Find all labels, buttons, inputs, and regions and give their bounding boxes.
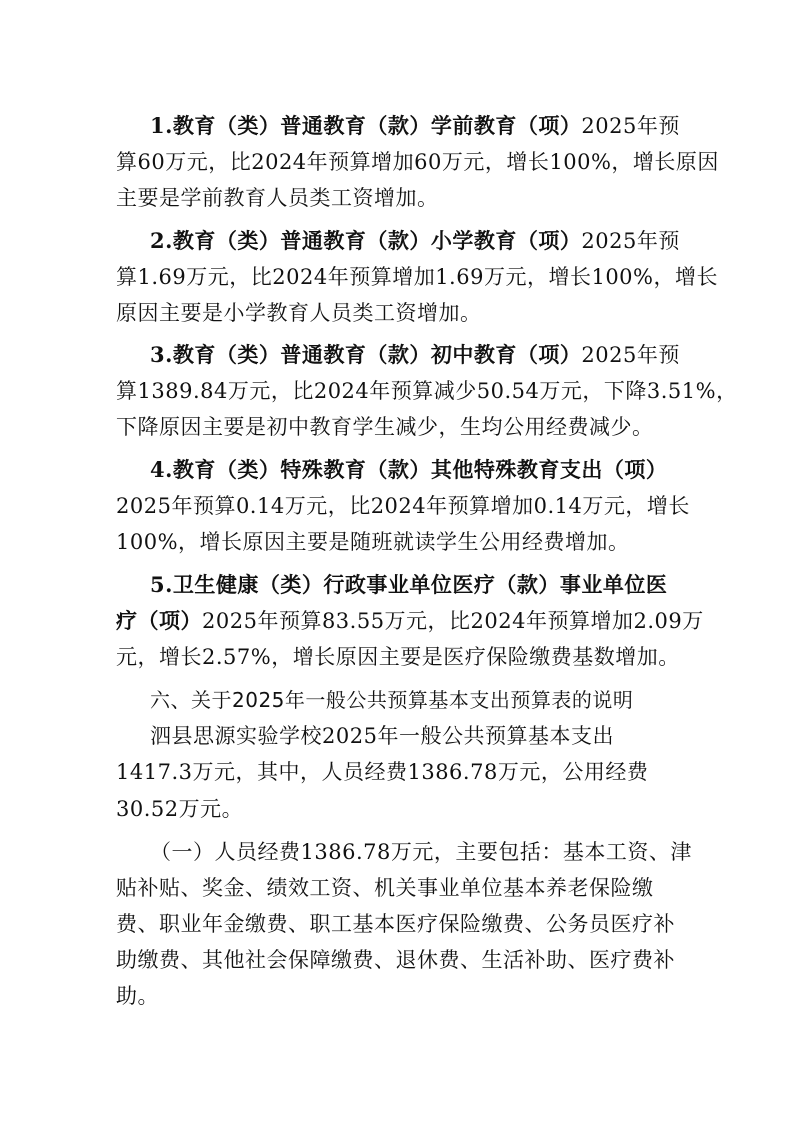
item-3-line-1-text: 2025年预 bbox=[581, 343, 680, 367]
summary-line-3: 30.52万元。 bbox=[116, 797, 244, 821]
personnel-line-4: 助缴费、其他社会保障缴费、退休费、生活补助、医疗费补 bbox=[116, 948, 675, 972]
item-2-line-2: 算1.69万元，比2024年预算增加1.69万元，增长100%，增长 bbox=[116, 265, 718, 289]
item-1-line-3: 主要是学前教育人员类工资增加。 bbox=[116, 186, 439, 210]
personnel-line-5: 助。 bbox=[116, 984, 159, 1008]
item-3-line-1 bbox=[150, 342, 680, 368]
item-1-line-1-text: 2025年预 bbox=[581, 114, 680, 138]
item-2-heading: 2.教育（类）普通教育（款）小学教育（项） bbox=[150, 228, 582, 253]
item-5-line-2-text: 2025年预算83.55万元，比2024年预算增加2.09万 bbox=[202, 609, 704, 633]
item-4-line-3: 100%，增长原因主要是随班就读学生公用经费增加。 bbox=[116, 530, 630, 554]
item-2-line-1 bbox=[150, 228, 680, 254]
item-3-heading: 3.教育（类）普通教育（款）初中教育（项） bbox=[150, 342, 582, 367]
item-3-line-3: 下降原因主要是初中教育学生减少，生均公用经费减少。 bbox=[116, 415, 654, 439]
item-5-line-2 bbox=[116, 608, 704, 634]
personnel-line-2: 贴补贴、奖金、绩效工资、机关事业单位基本养老保险缴 bbox=[116, 876, 654, 900]
item-2-line-3: 原因主要是小学教育人员类工资增加。 bbox=[116, 301, 482, 325]
item-4-line-1 bbox=[150, 457, 667, 483]
summary-line-2: 1417.3万元，其中，人员经费1386.78万元，公用经费 bbox=[116, 760, 649, 784]
section-heading: 六、关于2025年一般公共预算基本支出预算表的说明 bbox=[150, 688, 634, 712]
item-2-line-1-text: 2025年预 bbox=[581, 229, 680, 253]
personnel-line-1: （一）人员经费1386.78万元，主要包括：基本工资、津 bbox=[150, 840, 692, 864]
item-5-heading: 5.卫生健康（类）行政事业单位医疗（款）事业单位医 bbox=[150, 572, 668, 597]
personnel-line-3: 费、职业年金缴费、职工基本医疗保险缴费、公务员医疗补 bbox=[116, 912, 675, 936]
item-1-line-1 bbox=[150, 113, 680, 139]
item-3-line-2: 算1389.84万元，比2024年预算减少50.54万元，下降3.51%， bbox=[116, 379, 738, 403]
item-1-heading: 1.教育（类）普通教育（款）学前教育（项） bbox=[150, 113, 582, 138]
item-5-line-3: 元，增长2.57%，增长原因主要是医疗保险缴费基数增加。 bbox=[116, 645, 680, 669]
item-4-heading: 4.教育（类）特殊教育（款）其他特殊教育支出（项） bbox=[150, 457, 668, 482]
item-5-heading-cont: 疗（项） bbox=[116, 608, 202, 633]
item-1-line-2: 算60万元，比2024年预算增加60万元，增长100%，增长原因 bbox=[116, 150, 719, 174]
item-4-line-2: 2025年预算0.14万元，比2024年预算增加0.14万元，增长 bbox=[116, 494, 690, 518]
summary-line-1: 泗县思源实验学校2025年一般公共预算基本支出 bbox=[150, 724, 614, 748]
item-5-line-1 bbox=[150, 572, 667, 598]
